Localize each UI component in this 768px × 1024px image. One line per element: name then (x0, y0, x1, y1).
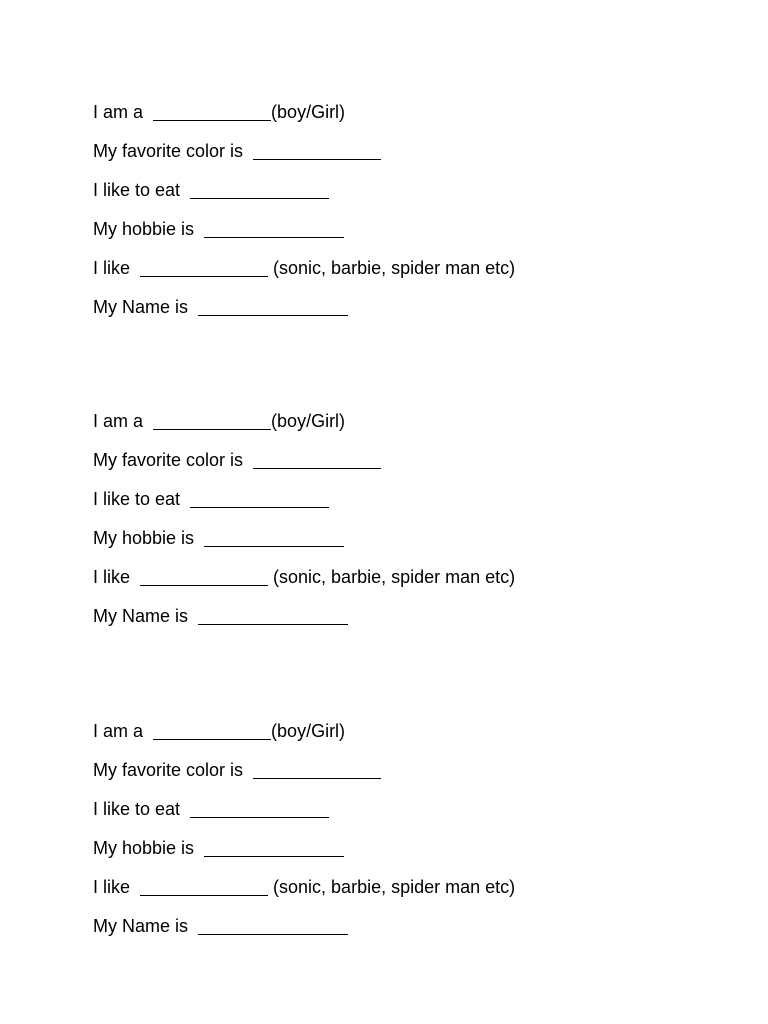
hobby-prefix: My hobbie is (93, 219, 195, 239)
questionnaire-block-2 (93, 408, 713, 642)
name-line (93, 294, 713, 333)
eat-blank[interactable] (190, 801, 329, 818)
eat-prefix: I like to eat (93, 489, 181, 509)
hobby-blank[interactable] (204, 221, 344, 238)
name-blank[interactable] (198, 608, 348, 625)
like-line (93, 255, 713, 294)
color-line (93, 447, 713, 486)
gender-line (93, 718, 713, 757)
eat-line (93, 486, 713, 525)
gender-options: (boy/Girl) (271, 102, 346, 122)
name-prefix: My Name is (93, 916, 189, 936)
eat-blank[interactable] (190, 491, 329, 508)
color-prefix: My favorite color is (93, 141, 244, 161)
hobby-prefix: My hobbie is (93, 838, 195, 858)
hobby-blank[interactable] (204, 530, 344, 547)
color-line (93, 757, 713, 796)
gender-prefix: I am a (93, 102, 144, 122)
name-blank[interactable] (198, 918, 348, 935)
like-blank[interactable] (140, 569, 268, 586)
questionnaire-block-3 (93, 718, 713, 952)
name-prefix: My Name is (93, 606, 189, 626)
hobby-blank[interactable] (204, 840, 344, 857)
like-blank[interactable] (140, 260, 268, 277)
gender-line (93, 408, 713, 447)
like-examples: (sonic, barbie, spider man etc) (273, 258, 516, 278)
like-examples: (sonic, barbie, spider man etc) (273, 567, 516, 587)
like-examples: (sonic, barbie, spider man etc) (273, 877, 516, 897)
name-blank[interactable] (198, 299, 348, 316)
gender-prefix: I am a (93, 721, 144, 741)
color-blank[interactable] (253, 452, 381, 469)
color-line (93, 138, 713, 177)
eat-prefix: I like to eat (93, 799, 181, 819)
eat-line (93, 796, 713, 835)
like-prefix: I like (93, 877, 131, 897)
gender-blank[interactable] (153, 413, 271, 430)
like-prefix: I like (93, 567, 131, 587)
color-prefix: My favorite color is (93, 450, 244, 470)
gender-blank[interactable] (153, 104, 271, 121)
color-blank[interactable] (253, 762, 381, 779)
like-prefix: I like (93, 258, 131, 278)
eat-blank[interactable] (190, 182, 329, 199)
hobby-line (93, 525, 713, 564)
gender-line (93, 99, 713, 138)
name-line (93, 603, 713, 642)
gender-options: (boy/Girl) (271, 411, 346, 431)
eat-line (93, 177, 713, 216)
name-line (93, 913, 713, 952)
like-blank[interactable] (140, 879, 268, 896)
gender-prefix: I am a (93, 411, 144, 431)
hobby-prefix: My hobbie is (93, 528, 195, 548)
gender-options: (boy/Girl) (271, 721, 346, 741)
questionnaire-block-1 (93, 99, 713, 333)
name-prefix: My Name is (93, 297, 189, 317)
like-line (93, 874, 713, 913)
hobby-line (93, 835, 713, 874)
gender-blank[interactable] (153, 723, 271, 740)
eat-prefix: I like to eat (93, 180, 181, 200)
color-blank[interactable] (253, 143, 381, 160)
color-prefix: My favorite color is (93, 760, 244, 780)
like-line (93, 564, 713, 603)
hobby-line (93, 216, 713, 255)
